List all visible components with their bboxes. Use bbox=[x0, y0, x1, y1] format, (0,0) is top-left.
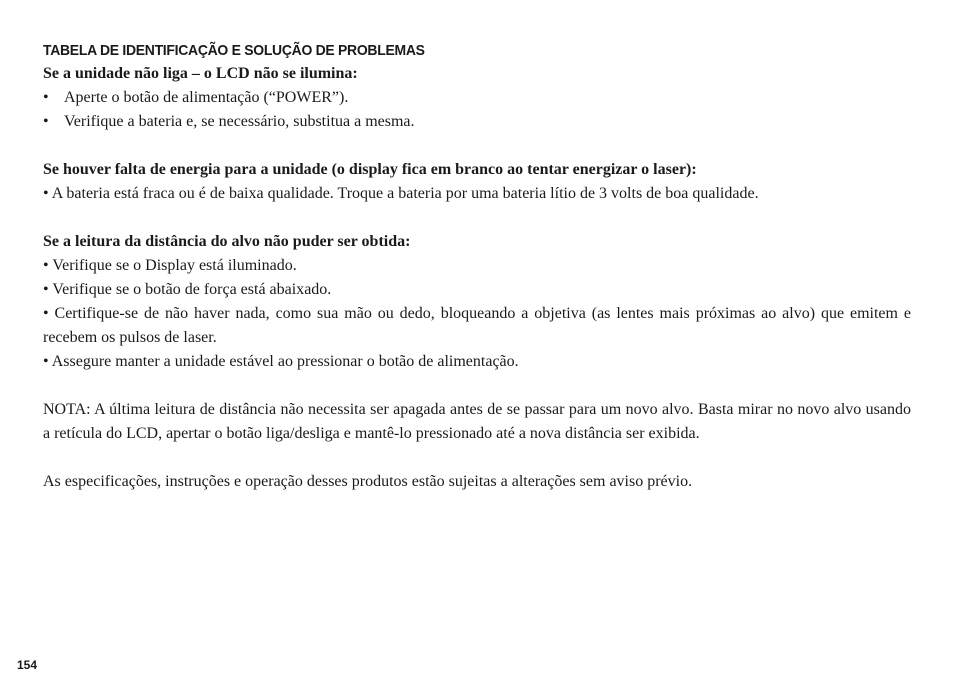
section-heading-distance: Se a leitura da distância do alvo não puder ser obtida: bbox=[43, 233, 411, 250]
bullet-glyph: • bbox=[43, 89, 49, 106]
list-item bbox=[43, 110, 911, 134]
section-heading-no-power: Se a unidade não liga – o LCD não se ilumina: bbox=[43, 65, 358, 82]
list-item bbox=[43, 86, 911, 110]
list-item: • Certifique-se de não haver nada, como sua mão ou dedo, bloqueando a objetiva (as lentes mais próximas ao alvo) que emitem e recebem os pulsos de laser. bbox=[43, 305, 911, 346]
spacer bbox=[43, 446, 911, 470]
list-item: • Verifique se o Display está iluminado. bbox=[43, 257, 297, 274]
disclaimer-paragraph: As especificações, instruções e operação desses produtos estão sujeitas a alterações sem aviso prévio. bbox=[43, 473, 693, 490]
document-page bbox=[43, 40, 911, 494]
bullet-glyph: • bbox=[43, 113, 49, 130]
page-number: 154 bbox=[17, 658, 38, 672]
spacer bbox=[43, 206, 911, 230]
list-item: • Assegure manter a unidade estável ao pressionar o botão de alimentação. bbox=[43, 353, 519, 370]
spacer bbox=[43, 374, 911, 398]
page-title: TABELA DE IDENTIFICAÇÃO E SOLUÇÃO DE PROBLEMAS bbox=[43, 42, 425, 59]
list-item-text: Aperte o botão de alimentação (“POWER”). bbox=[64, 89, 349, 106]
bullet-list-no-power bbox=[43, 86, 911, 134]
section-heading-energy: Se houver falta de energia para a unidade (o display fica em branco ao tentar energizar o laser): bbox=[43, 161, 697, 178]
spacer bbox=[43, 134, 911, 158]
list-item: • A bateria está fraca ou é de baixa qualidade. Troque a bateria por uma bateria lítio de 3 volts de boa qualidade. bbox=[43, 185, 759, 202]
list-item: • Verifique se o botão de força está abaixado. bbox=[43, 281, 332, 298]
list-item-text: Verifique a bateria e, se necessário, substitua a mesma. bbox=[64, 113, 415, 130]
note-paragraph: NOTA: A última leitura de distância não necessita ser apagada antes de se passar para um novo alvo. Basta mirar no novo alvo usando a retícula do LCD, apertar o botão liga/desliga e mantê-lo pressionado até a nova distância ser exibida. bbox=[43, 401, 911, 442]
